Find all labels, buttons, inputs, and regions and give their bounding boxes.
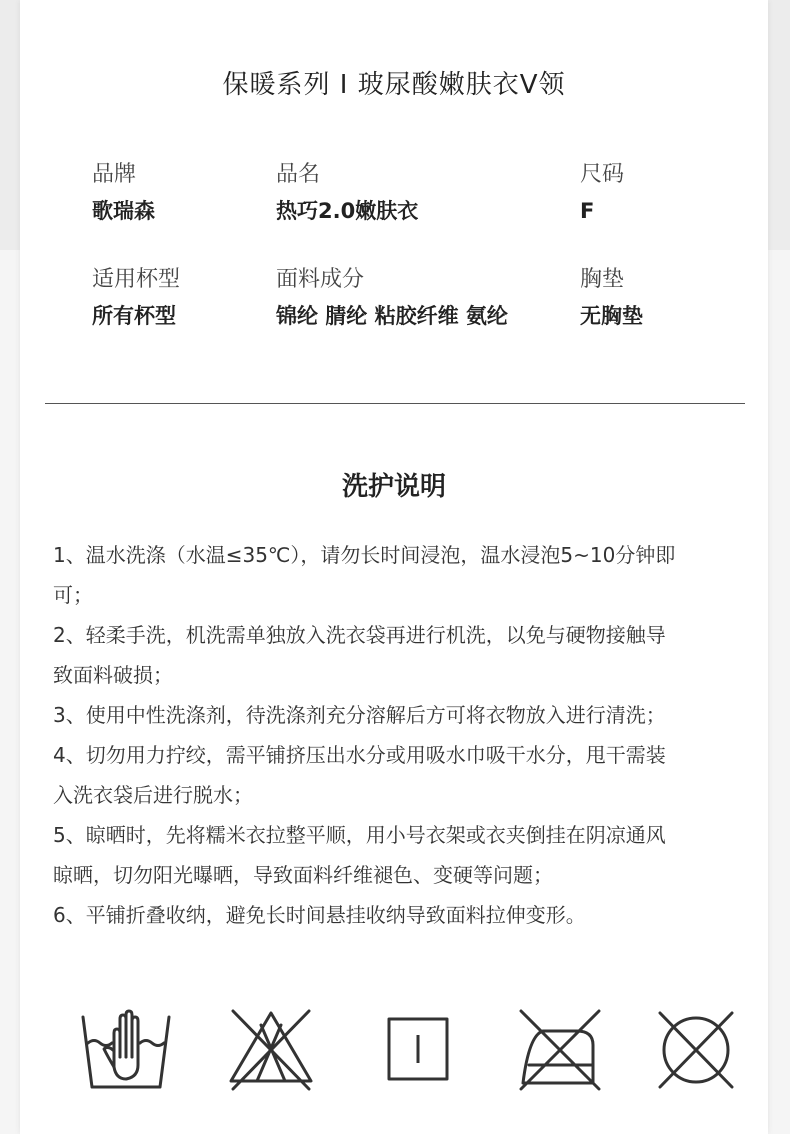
spec-fabric xyxy=(276,265,508,331)
spec-value: 无胸垫 xyxy=(580,304,643,328)
care-title: 洗护说明 xyxy=(341,472,446,502)
spec-value: 歌瑞森 xyxy=(92,199,155,223)
tumble-dry-icon xyxy=(370,1005,462,1095)
care-line: 入洗衣袋后进行脱水； xyxy=(53,783,253,807)
spec-label: 面料成分 xyxy=(276,267,365,292)
product-title: 保暖系列 I 玻尿酸嫩肤衣V领 xyxy=(222,70,566,100)
section-divider xyxy=(45,403,745,404)
spec-value: 热巧2.0嫩肤衣 xyxy=(276,199,419,223)
care-line: 2、轻柔手洗，机洗需单独放入洗衣袋再进行机洗，以免与硬物接触导 xyxy=(53,623,666,647)
spec-value: 所有杯型 xyxy=(92,304,176,328)
do-not-dry-clean-icon xyxy=(650,1005,742,1095)
care-line: 3、使用中性洗涤剂，待洗涤剂充分溶解后方可将衣物放入进行清洗； xyxy=(53,703,666,727)
care-symbols xyxy=(80,1005,740,1095)
spec-value: 锦纶 腈纶 粘胶纤维 氨纶 xyxy=(276,304,508,328)
care-line: 6、平铺折叠收纳，避免长时间悬挂收纳导致面料拉伸变形。 xyxy=(53,903,586,927)
care-line: 晾晒，切勿阳光曝晒，导致面料纤维褪色、变硬等问题； xyxy=(53,863,553,887)
care-line: 4、切勿用力拧绞，需平铺挤压出水分或用吸水巾吸干水分，甩干需装 xyxy=(53,743,666,767)
spec-size xyxy=(580,160,624,226)
spec-value: F xyxy=(580,199,595,223)
do-not-bleach-icon xyxy=(225,1005,317,1095)
hand-wash-icon xyxy=(80,1005,172,1095)
spec-brand xyxy=(92,160,155,226)
care-line: 5、晾晒时，先将糯米衣拉整平顺，用小号衣架或衣夹倒挂在阴凉通风 xyxy=(53,823,666,847)
care-line: 致面料破损； xyxy=(53,663,173,687)
spec-label: 品名 xyxy=(276,162,321,187)
care-line: 可； xyxy=(53,583,93,607)
spec-label: 适用杯型 xyxy=(92,267,181,292)
spec-label: 胸垫 xyxy=(580,267,625,292)
spec-label: 品牌 xyxy=(92,162,137,187)
spec-pad xyxy=(580,265,643,331)
care-line: 1、温水洗涤（水温≤35℃），请勿长时间浸泡，温水浸泡5~10分钟即 xyxy=(53,543,676,567)
spec-cup-type xyxy=(92,265,180,331)
do-not-iron-icon xyxy=(515,1005,607,1095)
spec-product-name xyxy=(276,160,418,226)
product-detail-card xyxy=(20,0,768,1134)
care-instructions xyxy=(53,535,738,935)
spec-label: 尺码 xyxy=(580,162,625,187)
